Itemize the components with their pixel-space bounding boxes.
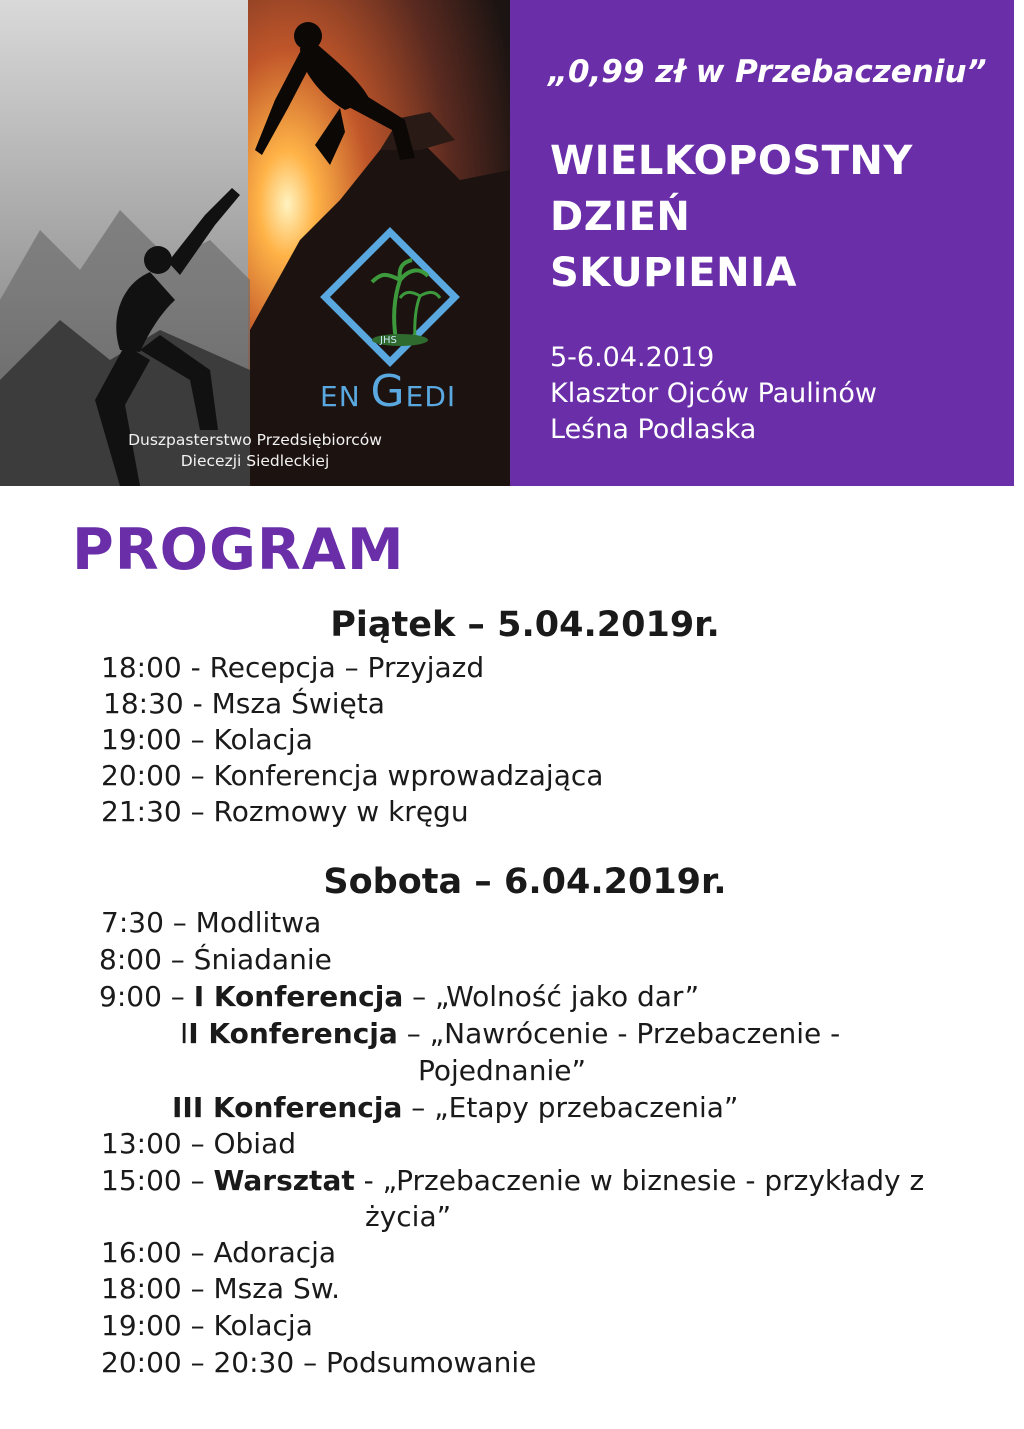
event-title-line-1: WIELKOPOSTNY bbox=[550, 138, 913, 184]
day-2-heading: Sobota – 6.04.2019r. bbox=[323, 862, 727, 902]
header-info-panel bbox=[510, 0, 1014, 486]
schedule-item: 19:00 – Kolacja bbox=[101, 1309, 313, 1342]
event-place-2: Leśna Podlaska bbox=[550, 414, 757, 445]
header-photo bbox=[0, 0, 510, 486]
schedule-item: 21:30 – Rozmowy w kręgu bbox=[101, 795, 469, 828]
schedule-item: 18:00 - Recepcja – Przyjazd bbox=[101, 651, 485, 684]
logo-name-part2: EDI bbox=[405, 380, 457, 413]
event-title-line-2: DZIEŃ bbox=[550, 194, 691, 240]
logo-name bbox=[320, 366, 460, 417]
schedule-item-continuation: Pojednanie” bbox=[418, 1054, 586, 1087]
schedule-item: 8:00 – Śniadanie bbox=[99, 943, 332, 976]
schedule-item: 18:30 - Msza Święta bbox=[103, 687, 385, 720]
header-banner bbox=[0, 0, 1024, 486]
schedule-item bbox=[172, 1091, 738, 1124]
schedule-item bbox=[99, 980, 699, 1013]
schedule-item: 13:00 – Obiad bbox=[101, 1127, 297, 1160]
program-heading: PROGRAM bbox=[72, 517, 405, 583]
org-line-1: Duszpasterstwo Przedsiębiorców bbox=[128, 431, 382, 449]
schedule-item: 20:00 – 20:30 – Podsumowanie bbox=[101, 1346, 537, 1379]
schedule-item: 19:00 – Kolacja bbox=[101, 723, 313, 756]
logo-name-initial: G bbox=[370, 366, 406, 417]
schedule-item: 16:00 – Adoracja bbox=[101, 1236, 337, 1269]
logo-monogram: JHS bbox=[380, 335, 397, 346]
schedule-item-continuation: życia” bbox=[365, 1200, 452, 1233]
schedule-time: 9:00 – bbox=[99, 980, 194, 1013]
schedule-text: - „Przebaczenie w biznesie - przykłady z bbox=[354, 1164, 925, 1197]
schedule-bold: III Konferencja bbox=[172, 1091, 403, 1124]
schedule-bold: Warsztat bbox=[213, 1164, 355, 1197]
event-place-1: Klasztor Ojców Paulinów bbox=[550, 378, 878, 409]
schedule-item bbox=[180, 1017, 840, 1050]
event-title-line-3: SKUPIENIA bbox=[550, 250, 797, 296]
day-1-heading: Piątek – 5.04.2019r. bbox=[330, 605, 720, 645]
schedule-item: 7:30 – Modlitwa bbox=[101, 906, 322, 939]
schedule-bold: I Konferencja bbox=[188, 1017, 398, 1050]
schedule-text: – „Etapy przebaczenia” bbox=[402, 1091, 739, 1124]
schedule-item bbox=[101, 1164, 924, 1197]
schedule-text: – „Wolność jako dar” bbox=[403, 980, 700, 1013]
schedule-prefix: I bbox=[180, 1017, 189, 1050]
schedule-bold: I Konferencja bbox=[193, 980, 404, 1013]
schedule-item: 18:00 – Msza Sw. bbox=[101, 1272, 340, 1305]
event-subtitle: „0,99 zł w Przebaczeniu” bbox=[548, 54, 987, 90]
schedule-item: 20:00 – Konferencja wprowadzająca bbox=[101, 759, 604, 792]
org-line-2: Diecezji Siedleckiej bbox=[180, 452, 330, 470]
schedule-time: 15:00 – bbox=[101, 1164, 214, 1197]
event-date: 5-6.04.2019 bbox=[550, 342, 715, 373]
logo-name-part1: EN bbox=[320, 380, 371, 413]
schedule-text: – „Nawrócenie - Przebaczenie - bbox=[397, 1017, 841, 1050]
